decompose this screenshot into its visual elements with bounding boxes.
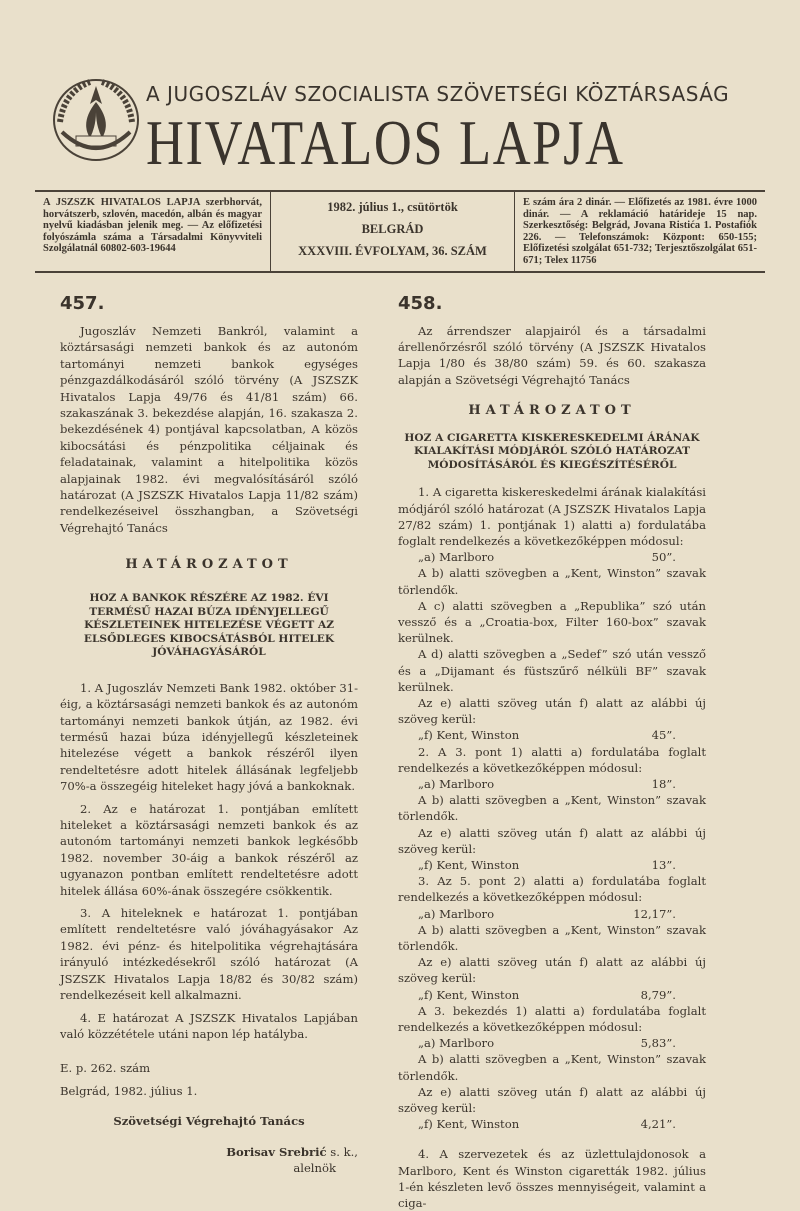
masthead-subtitle: A JUGOSZLÁV SZOCIALISTA SZÖVETSÉGI KÖZTÁRSASÁG	[146, 82, 730, 106]
paragraph-1: 1. A Jugoszláv Nemzeti Bank 1982. október 31-éig, a köztársasági nemzeti bankok és az autonóm tartományi nemzeti bankok útján, az 1982. évi termésű hazai búza idényjellegű készleteinek hitelezése végett a bankok részéről ilyen rendeltetésre adott hitelek állásának legfeljebb 70%-a összegéig hiteleket hagy jóvá a bankoknak.	[60, 680, 358, 794]
price-item	[398, 857, 706, 873]
price-item	[398, 987, 706, 1003]
paragraph: Az e) alatti szöveg után f) alatt az alábbi új szöveg kerül:	[398, 695, 706, 727]
signer-suffix: s. k.,	[326, 1144, 358, 1159]
price-value: 5,83”.	[640, 1036, 676, 1051]
brand-label: „f) Kent, Winston	[418, 728, 520, 743]
state-emblem	[50, 72, 142, 164]
masthead	[0, 0, 800, 190]
brand-label: „a) Marlboro	[418, 1036, 495, 1051]
brand-label: „a) Marlboro	[418, 550, 495, 565]
issue-number: XXXVIII. ÉVFOLYAM, 36. SZÁM	[298, 244, 487, 258]
paragraph-3: 3. A hiteleknek e határozat 1. pontjában említett rendeltetésre való jóváhagyásakor Az 1982. évi pénz- és hitelpolitika végrehajtására irányuló intézkedésekről szóló határozat (A JSZSZK Hivatalos Lapja 18/82 és 30/82 szám) rendelkezéseit kell alkalmazni.	[60, 906, 358, 1003]
decision-heading: HATÁROZATOT	[468, 402, 636, 418]
paragraph: 4. A szervezetek és az üzlettulajdonosok a Marlboro, Kent és Winston cigaretták 1982. július 1-én készleten levő összes mennyiségeit, valamint a ciga-	[398, 1147, 706, 1211]
paragraph: A b) alatti szövegben a „Kent, Winston” szavak törlendők.	[398, 1052, 706, 1083]
paragraph: Az e) alatti szöveg után f) alatt az alábbi új szöveg kerül:	[398, 825, 706, 856]
decision-subject: HOZ A CIGARETTA KISKERESKEDELMI ÁRÁNAK KIALAKÍTÁSI MÓDJÁRÓL SZÓLÓ HATÁROZAT MÓDOSÍTÁSÁRÓL ÉS KIEGÉSZÍTÉSÉRŐL	[404, 431, 700, 471]
price-value: 45”.	[651, 728, 676, 743]
price-item	[398, 776, 706, 792]
brand-label: „f) Kent, Winston	[418, 1117, 520, 1132]
price-value: 18”.	[651, 776, 676, 791]
decision-subject: HOZ A BANKOK RÉSZÉRE AZ 1982. ÉVI TERMÉSŰ HAZAI BÚZA IDÉNYJELLEGŰ KÉSZLETEINEK HITELEZÉSE VÉGETT AZ ELSŐDLEGES KIBOCSÁTÁSBÓL HITELEK JÓVÁHAGYÁSÁRÓL	[83, 592, 335, 659]
paragraph: 2. A 3. pont 1) alatti a) fordulatába foglalt rendelkezés a következőképpen módosul:	[398, 744, 706, 775]
article-457	[60, 293, 358, 1211]
issue-info	[270, 192, 515, 271]
brand-label: „f) Kent, Winston	[418, 857, 520, 872]
paragraph: Az e) alatti szöveg után f) alatt az alábbi új szöveg kerül:	[398, 1084, 706, 1116]
price-value: 50”.	[651, 550, 676, 565]
paragraph: A b) alatti szövegben a „Kent, Winston” szavak törlendők.	[398, 566, 706, 597]
paragraph: 1. A cigaretta kiskereskedelmi árának kialakítási módjáról szóló határozat (A JSZSZK Hivatalos Lapja 27/82 szám) 1. pontjának 1) alatti a) fordulatába foglalt rendelkezés a következőképpen módosul:	[398, 485, 706, 548]
price-item	[398, 906, 706, 922]
preamble: Az árrendszer alapjairól és a társadalmi árellenőrzésről szóló törvény (A JSZSZK Hivatalos Lapja 1/80 és 38/80 szám) 59. és 60. szakasza alapján a Szövetségi Végrehajtó Tanács	[398, 324, 706, 387]
price-item	[398, 1035, 706, 1051]
price-value: 12,17”.	[633, 906, 676, 921]
article-number: 458.	[398, 293, 443, 314]
masthead-title: HIVATALOS LAPJA	[146, 107, 625, 178]
price-value: 8,79”.	[640, 987, 676, 1002]
publication-note: A JSZSZK HIVATALOS LAPJA szerbhorvát, horvátszerb, szlovén, macedón, albán és magyar nyelvű kiadásban jelenik meg. — Az előfizetési folyószámla száma a Társadalmi Könyvviteli Szolgálatnál 60802-603-19644	[43, 197, 262, 254]
subscription-note: E szám ára 2 dinár. — Előfizetés az 1981. évre 1000 dinár. — A reklamáció határideje 15 nap. Szerkesztőség: Belgrád, Jovana Ristića 1. Postafiók 226. — Telefonszámok: Központ: 650-155; Előfizetési szolgálat 651-732; Terjesztőszolgálat 651-671; Telex 11756	[523, 197, 757, 266]
paragraph: A 3. bekezdés 1) alatti a) fordulatába foglalt rendelkezés a következőképpen módosul:	[398, 1003, 706, 1035]
content-columns	[0, 293, 800, 1211]
brand-label: „f) Kent, Winston	[418, 987, 520, 1002]
article-458	[398, 293, 706, 1211]
paragraph: A c) alatti szövegben a „Republika” szó után vessző és a „Croatia-box, Filter 160-box” szavak kerülnek.	[398, 598, 706, 646]
signer-title: alelnök	[293, 1160, 336, 1175]
article-number: 457.	[60, 293, 105, 314]
brand-label: „a) Marlboro	[418, 776, 495, 791]
decision-heading: HATÁROZATOT	[125, 557, 293, 573]
decision-body	[398, 484, 706, 1211]
place-date: Belgrád, 1982. július 1.	[60, 1083, 198, 1098]
issuing-body: Szövetségi Végrehajtó Tanács	[113, 1114, 305, 1129]
brand-label: „a) Marlboro	[418, 906, 495, 921]
paragraph: Az e) alatti szöveg után f) alatt az alábbi új szöveg kerül:	[398, 955, 706, 986]
price-item	[398, 549, 706, 565]
issue-date: 1982. július 1., csütörtök	[327, 200, 458, 214]
issue-place: BELGRÁD	[361, 222, 424, 236]
signer-name: Borisav Srebrić	[226, 1144, 327, 1159]
signature	[60, 1144, 358, 1160]
paragraph: A b) alatti szövegben a „Kent, Winston” szavak törlendők.	[398, 793, 706, 824]
paragraph-4: 4. E határozat A JSZSZK Hivatalos Lapjában való közzététele utáni napon lép hatályba.	[60, 1010, 358, 1041]
reference-number: E. p. 262. szám	[60, 1061, 151, 1076]
paragraph: 3. Az 5. pont 2) alatti a) fordulatába foglalt rendelkezés a következőképpen módosul:	[398, 874, 706, 905]
paragraph: A d) alatti szövegben a „Sedef” szó után vessző és a „Dijamant és füstszűrő nélküli BF” szavak kerülnek.	[398, 647, 706, 694]
price-value: 13”.	[651, 857, 676, 872]
info-box	[35, 190, 765, 273]
preamble: Jugoszláv Nemzeti Bankról, valamint a köztársasági nemzeti bankok és az autonóm tartományi nemzeti bankok egységes pénzgazdálkodásáról szóló törvény (A JSZSZK Hivatalos Lapja 49/76 és 41/81 szám) 66. szakaszának 3. bekezdése alapján, 16. szakasza 2. bekezdésének 4) pontjával kapcsolatban, A közös kibocsátási és pénzpolitika céljainak és feladatainak, valamint a hitelpolitika közös alapjainak 1982. évi megvalósításáról szóló határozat (A JSZSZK Hivatalos Lapja 11/82 szám) rendelkezéseivel összhangban, a Szövetségi Végrehajtó Tanács	[60, 324, 358, 535]
price-value: 4,21”.	[640, 1117, 676, 1132]
paragraph-2: 2. Az e határozat 1. pontjában említett hiteleket a köztársasági nemzeti bankok és az autonóm tartományi nemzeti bankok legkésőbb 1982. november 30-áig a bankok részéről az ugyanazon pontban említett rendeltetésre adott hitelek állása 60%-ának összegére csökkentik.	[60, 801, 358, 898]
price-item	[398, 1116, 706, 1132]
price-item	[398, 727, 706, 743]
paragraph: A b) alatti szövegben a „Kent, Winston” szavak törlendők.	[398, 922, 706, 953]
